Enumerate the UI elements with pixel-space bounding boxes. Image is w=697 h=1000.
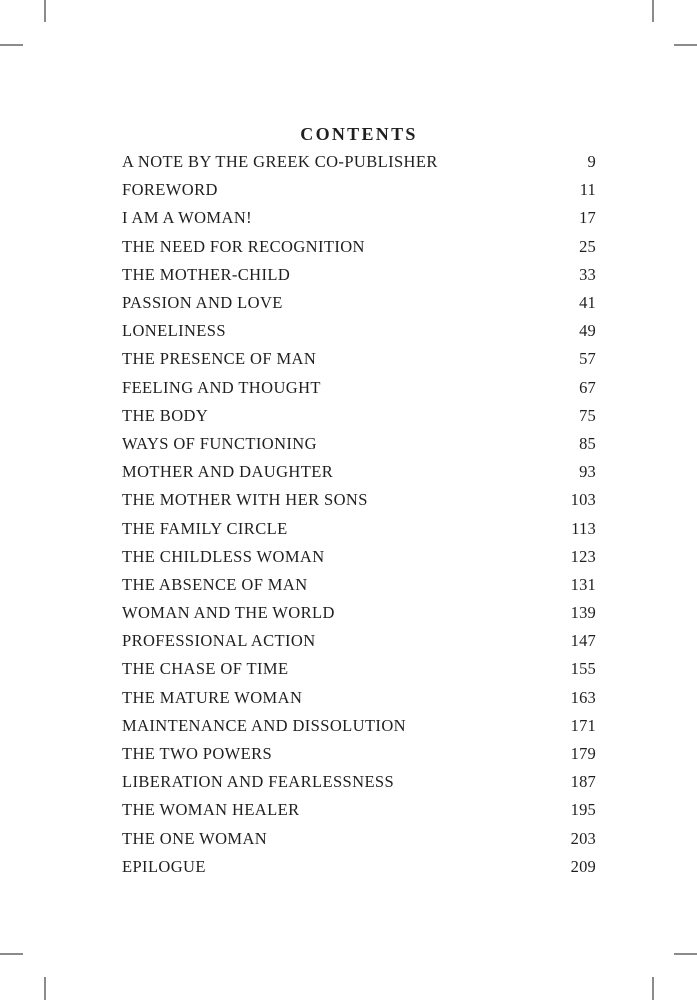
crop-mark-top-right-horizontal — [674, 44, 697, 46]
toc-list — [122, 148, 596, 881]
toc-entry-page-number: 187 — [570, 772, 596, 792]
toc-entry-page-number: 179 — [570, 744, 596, 764]
toc-entry — [122, 289, 596, 317]
toc-entry-page-number: 9 — [587, 152, 596, 172]
contents-heading: CONTENTS — [300, 124, 418, 144]
toc-entry — [122, 458, 596, 486]
toc-entry — [122, 148, 596, 176]
toc-entry — [122, 233, 596, 261]
toc-entry-page-number: 139 — [570, 603, 596, 623]
toc-entry-title: I AM A WOMAN! — [122, 208, 253, 228]
toc-entry — [122, 345, 596, 373]
toc-entry-page-number: 203 — [570, 828, 596, 848]
toc-entry-page-number: 75 — [579, 405, 596, 425]
toc-entry-title: THE NEED FOR RECOGNITION — [122, 236, 365, 256]
toc-entry-page-number: 163 — [570, 687, 596, 707]
toc-entry — [122, 599, 596, 627]
toc-entry — [122, 486, 596, 514]
toc-entry-title: LIBERATION AND FEARLESSNESS — [122, 772, 395, 792]
toc-entry-title: MAINTENANCE AND DISSOLUTION — [122, 715, 406, 735]
toc-entry-page-number: 195 — [570, 800, 596, 820]
toc-entry — [122, 796, 596, 824]
toc-entry-title: A NOTE BY THE GREEK CO-PUBLISHER — [122, 152, 438, 172]
toc-entry-page-number: 41 — [579, 293, 596, 313]
toc-entry — [122, 430, 596, 458]
toc-entry-title: THE PRESENCE OF MAN — [122, 349, 317, 369]
toc-entry — [122, 712, 596, 740]
toc-entry — [122, 543, 596, 571]
toc-entry-title: THE MOTHER WITH HER SONS — [122, 490, 368, 510]
toc-entry — [122, 853, 596, 881]
crop-mark-bottom-right-vertical — [652, 977, 654, 1000]
crop-mark-top-right-vertical — [652, 0, 654, 22]
toc-entry — [122, 684, 596, 712]
toc-entry — [122, 627, 596, 655]
toc-entry-title: LONELINESS — [122, 321, 226, 341]
toc-entry — [122, 176, 596, 204]
toc-entry-page-number: 113 — [571, 518, 596, 538]
toc-entry-page-number: 147 — [570, 631, 596, 651]
toc-entry-title: THE CHILDLESS WOMAN — [122, 546, 325, 566]
toc-entry-page-number: 209 — [570, 856, 596, 876]
toc-entry-page-number: 131 — [570, 574, 596, 594]
toc-entry-page-number: 11 — [579, 180, 596, 200]
toc-entry-title: MOTHER AND DAUGHTER — [122, 462, 334, 482]
toc-entry-title: THE WOMAN HEALER — [122, 800, 300, 820]
toc-entry-title: THE ONE WOMAN — [122, 828, 268, 848]
toc-entry-title: FOREWORD — [122, 180, 218, 200]
toc-entry — [122, 374, 596, 402]
toc-entry-title: WAYS OF FUNCTIONING — [122, 433, 317, 453]
toc-entry-title: THE ABSENCE OF MAN — [122, 574, 308, 594]
toc-entry-page-number: 85 — [579, 433, 596, 453]
toc-entry-page-number: 67 — [579, 377, 596, 397]
toc-entry-page-number: 123 — [570, 546, 596, 566]
toc-entry — [122, 655, 596, 683]
toc-entry-title: THE FAMILY CIRCLE — [122, 518, 288, 538]
toc-entry-page-number: 155 — [570, 659, 596, 679]
toc-entry-title: THE TWO POWERS — [122, 744, 273, 764]
toc-entry-title: FEELING AND THOUGHT — [122, 377, 321, 397]
toc-entry-title: PROFESSIONAL ACTION — [122, 631, 316, 651]
toc-entry-page-number: 33 — [579, 264, 596, 284]
toc-entry-title: THE CHASE OF TIME — [122, 659, 289, 679]
toc-entry — [122, 261, 596, 289]
crop-mark-bottom-right-horizontal — [674, 953, 697, 955]
toc-entry — [122, 825, 596, 853]
toc-entry-page-number: 49 — [579, 321, 596, 341]
toc-entry — [122, 740, 596, 768]
toc-entry — [122, 514, 596, 542]
toc-entry — [122, 768, 596, 796]
toc-entry — [122, 317, 596, 345]
crop-mark-top-left-vertical — [44, 0, 46, 22]
toc-entry-title: THE MATURE WOMAN — [122, 687, 303, 707]
toc-entry-title: WOMAN AND THE WORLD — [122, 603, 335, 623]
contents-block — [122, 124, 596, 881]
toc-entry-page-number: 57 — [579, 349, 596, 369]
crop-mark-bottom-left-vertical — [44, 977, 46, 1000]
toc-entry — [122, 204, 596, 232]
toc-entry — [122, 571, 596, 599]
toc-entry-page-number: 103 — [570, 490, 596, 510]
toc-entry-title: EPILOGUE — [122, 856, 206, 876]
crop-mark-bottom-left-horizontal — [0, 953, 23, 955]
toc-entry-page-number: 171 — [570, 715, 596, 735]
toc-entry-page-number: 93 — [579, 462, 596, 482]
crop-mark-top-left-horizontal — [0, 44, 23, 46]
toc-entry-title: THE BODY — [122, 405, 209, 425]
toc-entry-page-number: 25 — [579, 236, 596, 256]
toc-entry-page-number: 17 — [579, 208, 596, 228]
toc-entry-title: PASSION AND LOVE — [122, 293, 283, 313]
toc-entry — [122, 402, 596, 430]
toc-entry-title: THE MOTHER-CHILD — [122, 264, 291, 284]
